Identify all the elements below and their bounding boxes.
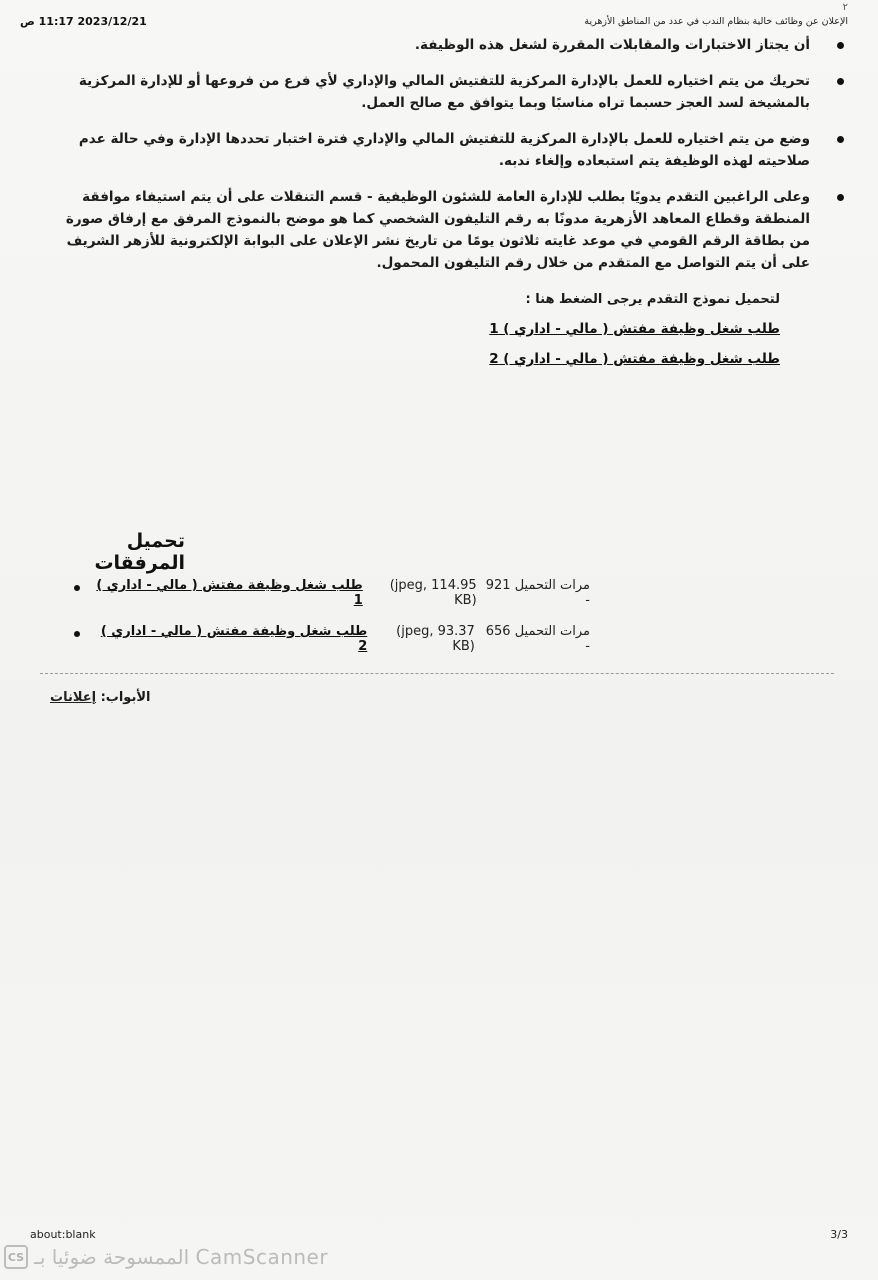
categories-label: الأبواب: <box>100 690 151 705</box>
attachment-row <box>70 578 590 608</box>
attachments-list <box>70 578 590 670</box>
form-link-1[interactable]: طلب شغل وظيفة مفتش ( مالي - اداري ) 1 <box>489 321 780 337</box>
download-intro: لتحميل نموذج التقدم يرجى الضغط هنا : <box>525 292 780 307</box>
list-item <box>60 186 850 274</box>
print-timestamp: 2023/12/21 11:17 ص <box>20 14 147 28</box>
requirements-list <box>60 34 850 288</box>
list-item-text: وعلى الراغبين التقدم يدويًا بطلب للإدارة العامة للشئون الوظيفية - قسم التنقلات على أن يتم استيفاء موافقة المنطقة وقطاع المعاهد الأزهرية مدونًا به رقم التليفون الشخصي كما هو موضح بالنموذج المرفق مع إرفاق صورة من بطاقة الرقم القومي في موعد غايته ثلاثون يومًا من تاريخ نشر الإعلان على البوابة الإلكترونية للأزهر الشريف على أن يتم التواصل مع المتقدم من خلال رقم التليفون المحمول. <box>65 189 810 271</box>
download-count: مرات التحميل 656 - <box>485 624 590 654</box>
bullet-icon <box>837 42 844 49</box>
list-item-text: أن يجتاز الاختبارات والمقابلات المقررة لشغل هذه الوظيفة. <box>414 37 810 53</box>
print-footer-url: about:blank <box>30 1228 96 1241</box>
bullet-icon <box>74 631 80 637</box>
download-forms <box>100 292 780 381</box>
download-count: مرات التحميل 921 - <box>485 578 590 608</box>
list-item <box>60 34 850 56</box>
bullet-icon <box>837 136 844 143</box>
bullet-icon <box>837 78 844 85</box>
fold-mark: ٢ <box>842 2 848 13</box>
file-meta: (jpeg, 93.37 KB) <box>396 624 475 654</box>
bullet-icon <box>837 194 844 201</box>
print-header <box>20 12 848 30</box>
list-item-text: وضع من يتم اختياره للعمل بالإدارة المركزية للتفتيش المالي والإداري فترة اختبار تحددها الإدارة وفي حالة عدم صلاحيته لهذه الوظيفة يتم استبعاده وإلغاء ندبه. <box>78 131 810 169</box>
attachments-title: تحميل المرفقات <box>94 530 185 574</box>
camscanner-icon: CS <box>4 1245 28 1269</box>
list-item <box>60 128 850 172</box>
bullet-icon <box>74 585 80 591</box>
print-title: الإعلان عن وظائف خالية بنظام الندب في عدد من المناطق الأزهرية <box>584 15 848 27</box>
camscanner-text: الممسوحة ضوئيا بـ CamScanner <box>34 1245 329 1269</box>
divider <box>40 673 834 674</box>
list-item-text: تحريك من يتم اختياره للعمل بالإدارة المركزية للتفتيش المالي والإداري لأي فرع من فروعها أو للإدارة المركزية بالمشيخة لسد العجز حسبما تراه مناسبًا وبما يتوافق مع صالح العمل. <box>78 73 810 111</box>
attachment-link-2[interactable]: طلب شغل وظيفة مفتش ( مالي - اداري ) 2 <box>100 624 368 654</box>
print-footer-page: 3/3 <box>830 1228 848 1241</box>
camscanner-watermark <box>4 1244 404 1270</box>
attachment-row <box>70 624 590 654</box>
list-item <box>60 70 850 114</box>
file-meta: (jpeg, 114.95 KB) <box>389 578 477 608</box>
attachment-link-1[interactable]: طلب شغل وظيفة مفتش ( مالي - اداري ) 1 <box>96 578 363 608</box>
categories <box>50 690 170 705</box>
form-link-2[interactable]: طلب شغل وظيفة مفتش ( مالي - اداري ) 2 <box>489 351 780 367</box>
category-link[interactable]: إعلانات <box>50 690 97 705</box>
